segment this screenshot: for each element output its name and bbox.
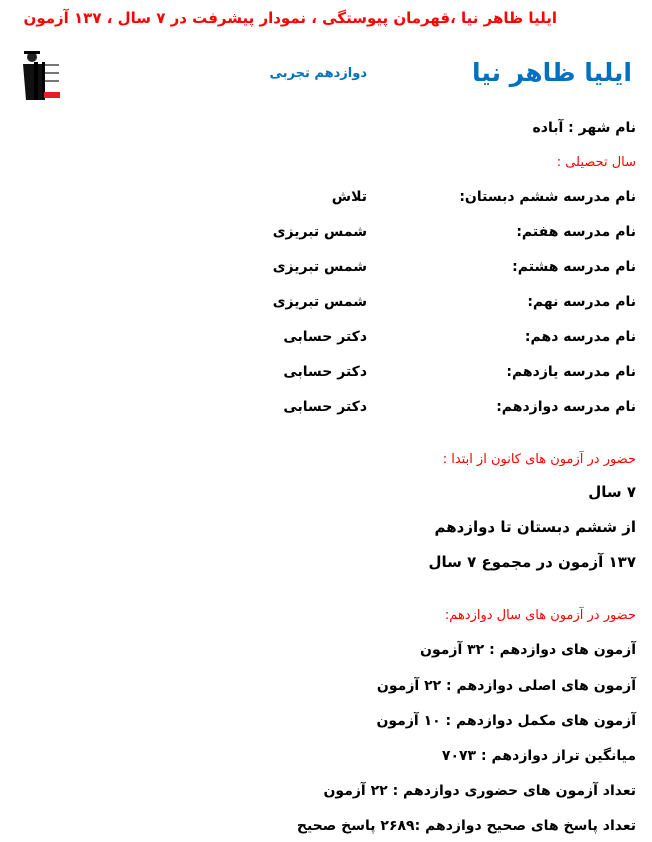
stat-line: آزمون های اصلی دوازدهم : ۲۲ آزمون (376, 678, 636, 694)
school-value: دکتر حسابی (283, 329, 367, 345)
school-value: دکتر حسابی (283, 399, 367, 415)
school-label: نام مدرسه ششم دبستان: (459, 189, 636, 205)
grade-label: دوازدهم تجربی (269, 66, 367, 81)
school-label: نام مدرسه دوازدهم: (496, 399, 636, 415)
stat-line: آزمون های دوازدهم : ۳۲ آزمون (420, 642, 636, 658)
stat-line: تعداد آزمون های حضوری دوازدهم : ۲۲ آزمون (323, 783, 636, 799)
school-value: تلاش (331, 189, 367, 205)
kanoon-logo (20, 48, 62, 100)
school-label: نام مدرسه هفتم: (516, 224, 636, 240)
document-title: ایلیا ظاهر نیا ،قهرمان پیوستگی ، نمودار پیشرفت در ۷ سال ، ۱۳۷ آزمون (23, 9, 557, 27)
attendance-line: ۷ سال (588, 483, 636, 501)
school-label: نام مدرسه یازدهم: (506, 364, 636, 380)
attendance-all-heading: حضور در آزمون های کانون از ابتدا : (442, 452, 636, 467)
stat-line: میانگین تراز دوازدهم : ۷۰۷۳ (441, 748, 636, 764)
school-label: نام مدرسه دهم: (524, 329, 636, 345)
stat-line: آزمون های مکمل دوازدهم : ۱۰ آزمون (376, 713, 636, 729)
academic-years-heading: سال تحصیلی : (556, 155, 636, 170)
stat-line: تعداد پاسخ های صحیح دوازدهم :۲۶۸۹ پاسخ صحیح (296, 818, 636, 834)
school-label: نام مدرسه نهم: (527, 294, 636, 310)
attendance-line: ۱۳۷ آزمون در مجموع ۷ سال (428, 553, 636, 571)
school-value: شمس تبریزی (272, 259, 367, 275)
school-value: شمس تبریزی (272, 224, 367, 240)
attendance-12-heading: حضور در آزمون های سال دوازدهم: (444, 608, 636, 623)
school-value: دکتر حسابی (283, 364, 367, 380)
attendance-line: از ششم دبستان تا دوازدهم (434, 518, 636, 536)
school-value: شمس تبریزی (272, 294, 367, 310)
city-line: نام شهر : آباده (532, 120, 636, 136)
student-name: ایلیا ظاهر نیا (472, 58, 632, 87)
school-label: نام مدرسه هشتم: (512, 259, 636, 275)
